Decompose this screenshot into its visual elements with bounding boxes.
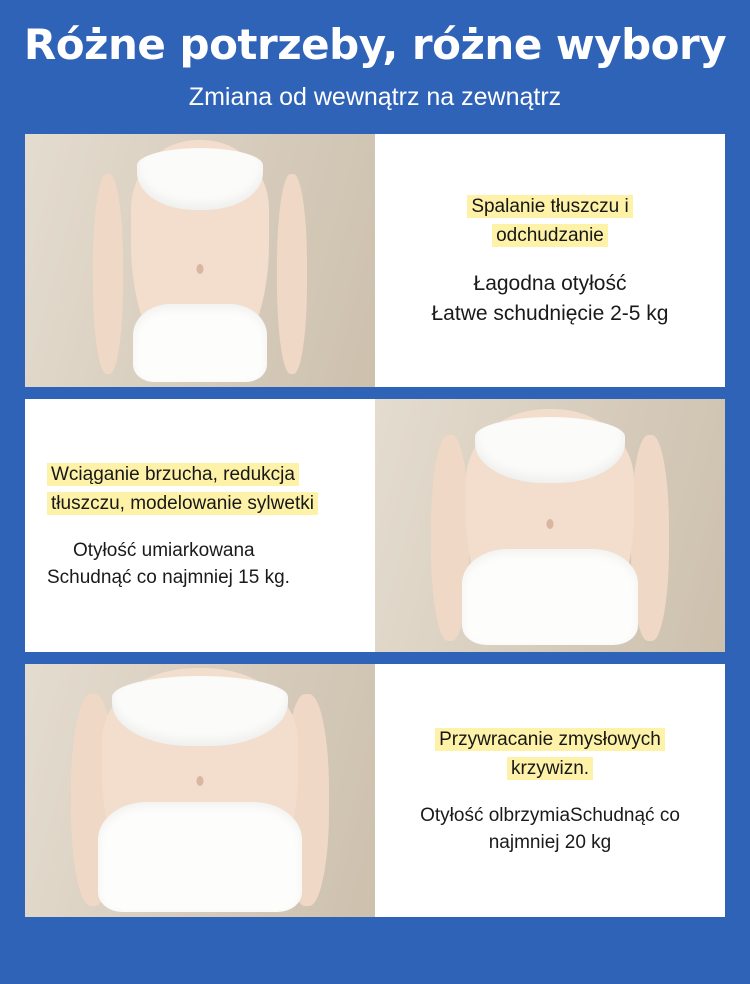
- highlight-wrap: [435, 192, 665, 251]
- description-line-2: Łatwe schudnięcie 2-5 kg: [431, 302, 669, 326]
- page-header: [0, 0, 750, 112]
- navel-mark: [197, 776, 204, 786]
- row-copy: [375, 134, 725, 387]
- comparison-row: [25, 134, 725, 387]
- body-photo-slim: [25, 134, 375, 387]
- briefs-garment: [133, 304, 267, 382]
- highlight-text: Przywracanie zmysłowych krzywizn.: [435, 728, 665, 780]
- figure-illustration: [425, 399, 675, 652]
- figure-illustration: [75, 664, 325, 917]
- arm-right: [277, 174, 307, 374]
- highlight-text: Wciąganie brzucha, redukcja tłuszczu, modelowanie sylwetki: [47, 463, 318, 515]
- highlight-wrap: [435, 725, 665, 784]
- row-copy: [375, 664, 725, 917]
- arm-left: [93, 174, 123, 374]
- description-line-2: najmniej 20 kg: [488, 832, 612, 854]
- body-photo-medium: [375, 399, 725, 652]
- description-line-1: Otyłość olbrzymiaSchudnąć co: [420, 804, 680, 826]
- body-photo-large: [25, 664, 375, 917]
- comparison-row: [25, 399, 725, 652]
- briefs-garment: [462, 549, 638, 645]
- navel-mark: [197, 264, 204, 274]
- page-subtitle: Zmiana od wewnątrz na zewnątrz: [188, 83, 562, 112]
- briefs-garment: [98, 802, 302, 912]
- figure-illustration: [75, 134, 325, 387]
- comparison-row: [25, 664, 725, 917]
- row-copy: [25, 399, 375, 652]
- navel-mark: [547, 519, 554, 529]
- page-title: Różne potrzeby, różne wybory: [23, 20, 727, 69]
- description-line-1: Otyłość umiarkowana: [73, 539, 255, 561]
- description-line-1: Łagodna otyłość: [473, 271, 627, 295]
- highlight-text: Spalanie tłuszczu i odchudzanie: [467, 195, 632, 247]
- highlight-wrap: [47, 460, 347, 519]
- comparison-rows: [0, 134, 750, 917]
- description-line-2: Schudnąć co najmniej 15 kg.: [47, 567, 290, 589]
